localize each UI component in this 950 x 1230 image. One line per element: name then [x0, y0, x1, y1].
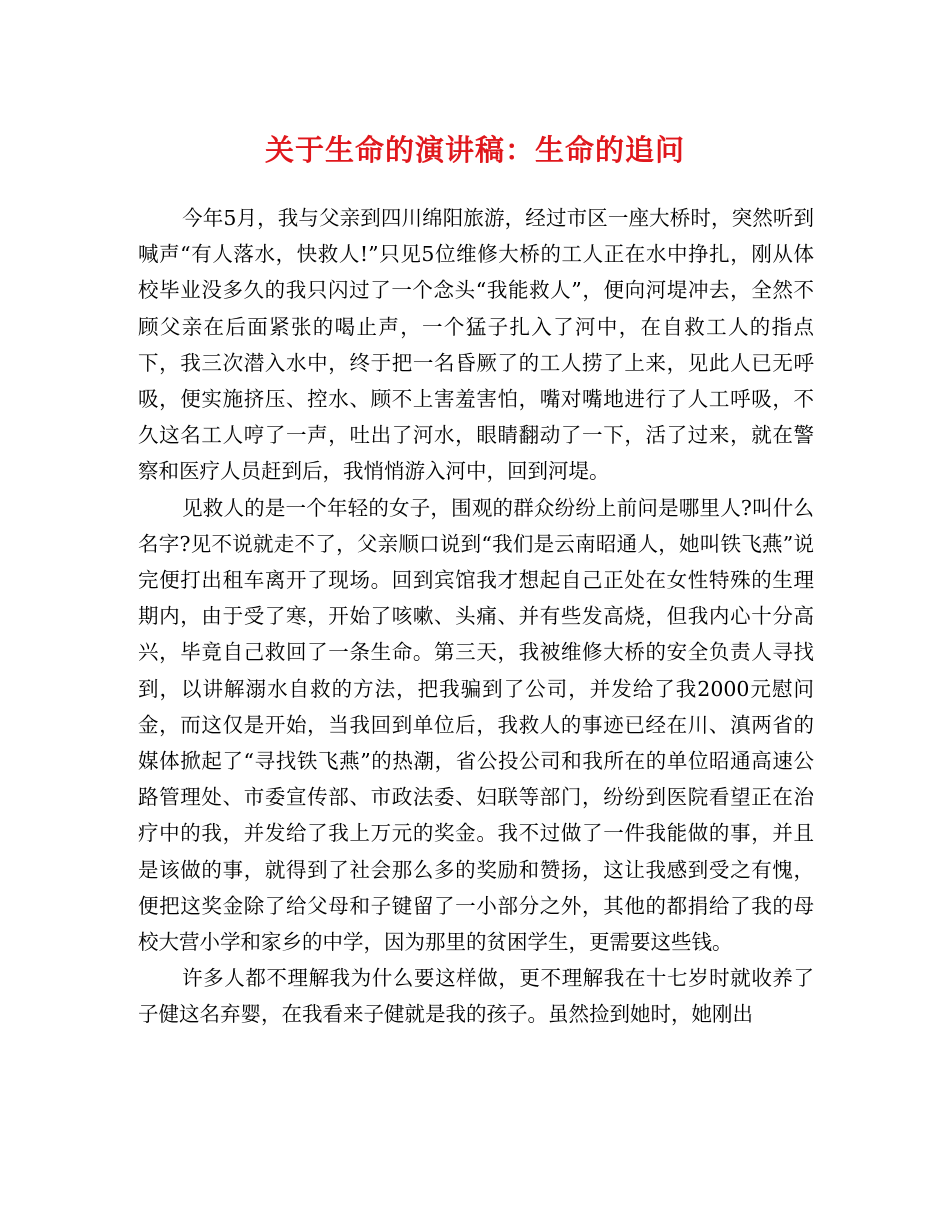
- paragraph-1: 今年5月，我与父亲到四川绵阳旅游，经过市区一座大桥时，突然听到喊声“有人落水，快救人!”只见5位维修大桥的工人正在水中挣扎，刚从体校毕业没多久的我只闪过了一个念头“我能救人”，便向河堤冲去，全然不顾父亲在后面紧张的喝止声，一个猛子扎入了河中，在自救工人的指点下，我三次潜入水中，终于把一名昏厥了的工人捞了上来，见此人已无呼吸，便实施挤压、控水、顾不上害羞害怕，嘴对嘴地进行了人工呼吸，不久这名工人哼了一声，吐出了河水，眼睛翻动了一下，活了过来，就在警察和医疗人员赶到后，我悄悄游入河中，回到河堤。: [138, 206, 814, 484]
- paragraph-3: 许多人都不理解我为什么要这样做，更不理解我在十七岁时就收养了子健这名弃婴，在我看来子健就是我的孩子。虽然捡到她时，她刚出: [138, 966, 814, 1027]
- page-title: 关于生命的演讲稿：生命的追问: [264, 133, 685, 167]
- document-body: [138, 200, 814, 1033]
- paragraph-2: 见救人的是一个年轻的女子，围观的群众纷纷上前问是哪里人?叫什么名字?见不说就走不了，父亲顺口说到“我们是云南昭通人，她叫铁飞燕”说完便打出租车离开了现场。回到宾馆我才想起自己正处在女性特殊的生理期内，由于受了寒，开始了咳嗽、头痛、并有些发高烧，但我内心十分高兴，毕竟自己救回了一条生命。第三天，我被维修大桥的安全负责人寻找到，以讲解溺水自救的方法，把我骗到了公司，并发给了我2000元慰问金，而这仅是开始，当我回到单位后，我救人的事迹已经在川、滇两省的媒体掀起了“寻找铁飞燕”的热潮，省公投公司和我所在的单位昭通高速公路管理处、市委宣传部、市政法委、妇联等部门，纷纷到医院看望正在治疗中的我，并发给了我上万元的奖金。我不过做了一件我能做的事，并且是该做的事，就得到了社会那么多的奖励和赞扬，这让我感到受之有愧，便把这奖金除了给父母和子键留了一小部分之外，其他的都捐给了我的母校大营小学和家乡的中学，因为那里的贫困学生，更需要这些钱。: [138, 495, 814, 955]
